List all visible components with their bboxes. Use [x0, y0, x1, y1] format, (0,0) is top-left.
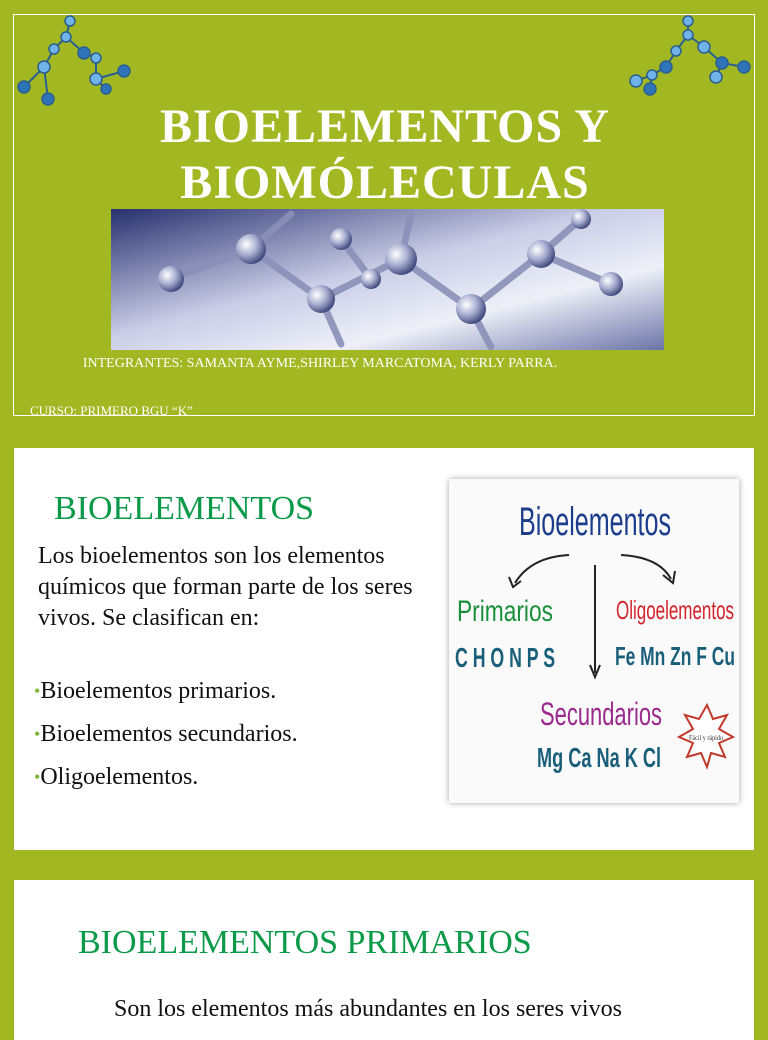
members-text: INTEGRANTES: SAMANTA AYME,SHIRLEY MARCATOMA, KERLY PARRA. — [82, 356, 558, 371]
slide-body-text: Son los elementos más abundantes en los seres vivos — [114, 996, 622, 1022]
slide-heading: BIOELEMENTOS — [54, 490, 315, 527]
primarios-elements: C H O N P S — [455, 642, 555, 673]
diagram-title: Bioelementos — [519, 500, 671, 544]
course-text: CURSO: PRIMERO BGU “K” — [30, 403, 193, 418]
starburst-badge — [679, 705, 733, 767]
title-slide — [13, 14, 755, 416]
bullet-icon: • — [34, 724, 41, 744]
classification-list — [34, 676, 298, 805]
list-item: •Oligoelementos. — [34, 764, 199, 790]
slide-body-text: Los bioelementos son los elementos químicos que forman parte de los seres vivos. Se clasifican en: — [38, 543, 413, 631]
oligo-elements: Fe Mn Zn F Cu — [615, 641, 735, 671]
bullet-icon: • — [34, 681, 41, 701]
presentation-title — [14, 99, 756, 211]
bullet-icon: • — [34, 767, 41, 787]
list-item: •Bioelementos primarios. — [34, 678, 277, 704]
molecule-photo — [111, 209, 664, 350]
secundarios-label: Secundarios — [540, 696, 662, 732]
title-line-1: BIOELEMENTOS Y — [159, 100, 611, 153]
slide-heading: BIOELEMENTOS PRIMARIOS — [78, 924, 532, 961]
bioelementos-primarios-slide — [14, 880, 754, 1040]
arrow-left-icon — [515, 555, 569, 583]
list-item: •Bioelementos secundarios. — [34, 721, 298, 747]
bioelementos-slide — [14, 448, 754, 850]
title-line-2: BIOMÓLECULAS — [180, 156, 590, 209]
primarios-label: Primarios — [457, 595, 553, 628]
oligo-label: Oligoelementos — [616, 595, 734, 625]
secundarios-elements: Mg Ca Na K Cl — [537, 742, 661, 773]
badge-text: Fácil y rápido — [689, 734, 724, 742]
bioelementos-diagram — [449, 479, 739, 803]
